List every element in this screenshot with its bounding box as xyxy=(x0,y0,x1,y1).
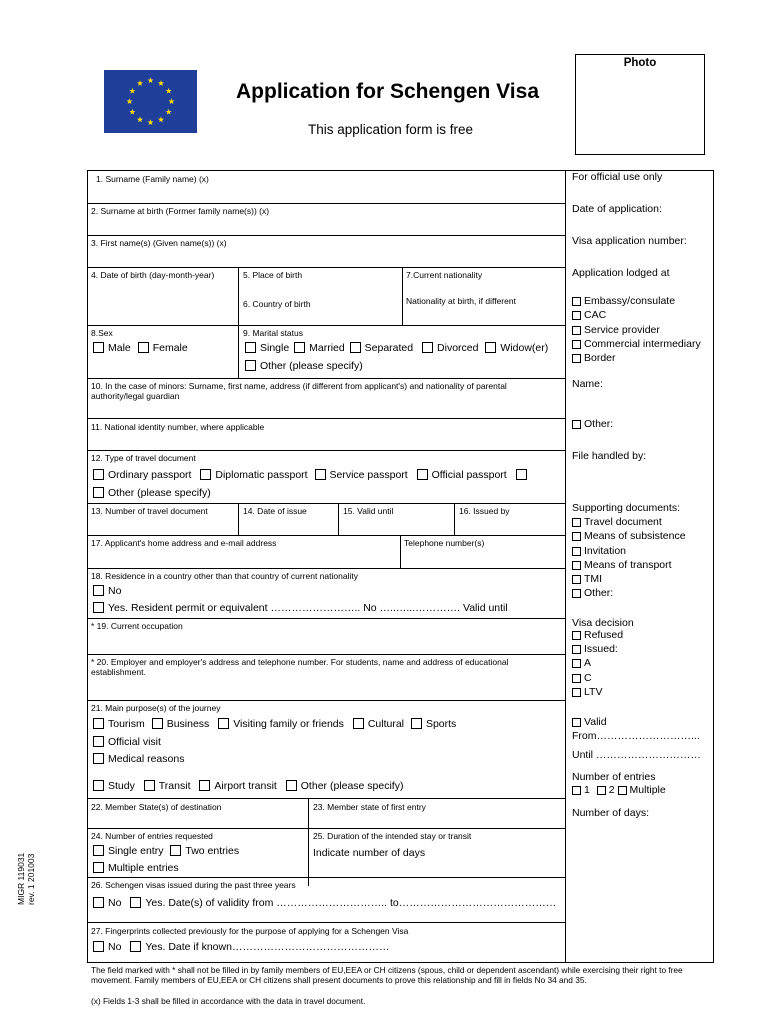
valid-checkbox[interactable] xyxy=(572,718,581,727)
photo-label: Photo xyxy=(623,57,657,69)
visas-no-label: No xyxy=(108,897,122,909)
entry-1-label: 1 xyxy=(584,784,590,796)
star-icon xyxy=(158,80,164,86)
lodged-embassy xyxy=(572,295,675,308)
row-divider xyxy=(88,378,565,379)
application-form xyxy=(87,170,714,963)
multiple-entries-checkbox[interactable] xyxy=(93,862,104,873)
field-15-label: 15. Valid until xyxy=(343,506,394,516)
other-1-checkbox[interactable] xyxy=(572,420,581,429)
border-checkbox[interactable] xyxy=(572,354,581,363)
eu-stars-icon xyxy=(104,70,197,133)
form-code xyxy=(16,853,36,905)
star-icon xyxy=(147,119,153,125)
col-divider xyxy=(238,503,239,535)
entry-2-label: 2 xyxy=(608,784,615,796)
page-subtitle: This application form is free xyxy=(308,122,474,137)
sports-label: Sports xyxy=(425,718,457,730)
decision-issued xyxy=(572,643,618,656)
single-entry-label: Single entry xyxy=(108,845,164,857)
c-checkbox[interactable] xyxy=(572,674,581,683)
row-divider xyxy=(88,828,565,829)
purpose-other-label: Other (please specify) xyxy=(300,780,404,792)
support-travel-doc xyxy=(572,516,662,529)
subsistence-checkbox[interactable] xyxy=(572,532,581,541)
c-label: C xyxy=(584,672,592,684)
two-entries-checkbox[interactable] xyxy=(170,845,181,856)
valid-until: Until ………………………… xyxy=(572,749,701,761)
tmi-label: TMI xyxy=(584,573,603,585)
field-9-label: 9. Marital status xyxy=(243,328,303,338)
transit-checkbox[interactable] xyxy=(144,780,155,791)
field-3-label: 3. First name(s) (Given name(s)) (x) xyxy=(91,238,227,248)
residence-no-checkbox[interactable] xyxy=(93,585,104,596)
other-2-checkbox[interactable] xyxy=(572,589,581,598)
marital-other-checkbox[interactable] xyxy=(245,360,256,371)
support-other xyxy=(572,587,613,600)
other-1-label: Other: xyxy=(584,418,614,430)
col-divider xyxy=(338,503,339,535)
ordinary-passport-label: Ordinary passport xyxy=(108,469,192,481)
field-4-label: 4. Date of birth (day-month-year) xyxy=(91,270,215,280)
support-tmi xyxy=(572,573,602,586)
ordinary-passport-checkbox[interactable] xyxy=(93,469,104,480)
entries-options xyxy=(93,845,239,858)
row-divider xyxy=(88,235,565,236)
embassy-label: Embassy/consulate xyxy=(584,295,676,307)
form-code-line-2: rev. 1 201003 xyxy=(26,853,36,905)
married-label: Married xyxy=(309,342,345,354)
field-14-label: 14. Date of issue xyxy=(243,506,307,516)
separated-checkbox[interactable] xyxy=(350,342,361,353)
invitation-checkbox[interactable] xyxy=(572,547,581,556)
divorced-checkbox[interactable] xyxy=(422,342,433,353)
decision-ltv xyxy=(572,686,602,699)
official-visit-checkbox[interactable] xyxy=(93,736,104,747)
official-visit-label: Official visit xyxy=(108,736,161,748)
form-code-line-1: MIGR 119031 xyxy=(16,852,26,905)
travel-doc-label: Travel document xyxy=(584,516,662,528)
lodged-provider xyxy=(572,324,660,337)
entries-options-official xyxy=(572,784,666,797)
male-checkbox[interactable] xyxy=(93,342,104,353)
official-passport-label: Official passport xyxy=(431,469,507,481)
doc-other-label: Other (please specify) xyxy=(108,487,211,499)
border-label: Border xyxy=(584,352,616,364)
official-divider xyxy=(565,171,566,962)
residence-yes xyxy=(93,602,508,615)
field-27-label: 27. Fingerprints collected previously for the purpose of applying for a Schengen Visa xyxy=(91,926,409,936)
field-18-label: 18. Residence in a country other than that country of current nationality xyxy=(91,571,358,581)
field-11-label: 11. National identity number, where applicable xyxy=(91,422,265,432)
visas-no-checkbox[interactable] xyxy=(93,897,104,908)
field-1-label: 1. Surname (Family name) (x) xyxy=(96,174,209,184)
footer-note-2: (x) Fields 1-3 shall be filled in accordance with the data in travel document. xyxy=(91,996,366,1006)
diplomatic-passport-checkbox[interactable] xyxy=(200,469,211,480)
row-divider xyxy=(88,267,565,268)
cac-label: CAC xyxy=(584,309,607,321)
visiting-checkbox[interactable] xyxy=(218,718,229,729)
cultural-checkbox[interactable] xyxy=(353,718,364,729)
study-checkbox[interactable] xyxy=(93,780,104,791)
lodged-cac xyxy=(572,309,606,322)
field-13-label: 13. Number of travel document xyxy=(91,506,208,516)
field-17-label: 17. Applicant's home address and e-mail address xyxy=(91,538,277,548)
business-label: Business xyxy=(166,718,210,730)
field-21-label: 21. Main purpose(s) of the journey xyxy=(91,703,221,713)
star-icon xyxy=(129,109,135,115)
commercial-checkbox[interactable] xyxy=(572,340,581,349)
refused-checkbox[interactable] xyxy=(572,631,581,640)
provider-checkbox[interactable] xyxy=(572,326,581,335)
issued-label: Issued: xyxy=(584,643,618,655)
transport-label: Means of transport xyxy=(584,559,672,571)
decision-c xyxy=(572,672,592,685)
row-divider xyxy=(88,618,565,619)
entry-2-checkbox[interactable] xyxy=(597,786,606,795)
lodged-commercial xyxy=(572,338,701,351)
official-other-1 xyxy=(572,418,613,431)
residence-yes-label: Yes. Resident permit or equivalent …………………….. No …..…...…………. Valid until xyxy=(108,602,508,614)
col-divider xyxy=(454,503,455,535)
cultural-label: Cultural xyxy=(367,718,405,730)
refused-label: Refused xyxy=(584,629,624,641)
visas-options xyxy=(93,897,556,910)
field-8-label: 8.Sex xyxy=(91,328,113,338)
study-label: Study xyxy=(108,780,135,792)
official-passport-checkbox[interactable] xyxy=(417,469,428,480)
sex-options xyxy=(93,342,188,355)
ltv-label: LTV xyxy=(584,686,603,698)
issued-checkbox[interactable] xyxy=(572,645,581,654)
decision-refused xyxy=(572,629,623,642)
service-passport-checkbox[interactable] xyxy=(315,469,326,480)
support-transport xyxy=(572,559,672,572)
footer-note-1: The field marked with * shall not be filled in by family members of EU,EEA or CH citizens (spous, child or dependent ascendant) while exercising their right to free movement. Family members of EU,EEA or CH citizens shall present documents to prove this relationship and fill in fields No 34 and 35. xyxy=(91,965,683,985)
field-6-label: 6. Country of birth xyxy=(243,299,311,309)
field-19-label: * 19. Current occupation xyxy=(91,621,183,631)
field-20-label: * 20. Employer and employer's address and telephone number. For students, name and address of educational establishment. xyxy=(91,657,509,677)
provider-label: Service provider xyxy=(584,324,660,336)
separated-label: Separated xyxy=(364,342,414,354)
a-label: A xyxy=(584,657,592,669)
star-icon xyxy=(168,98,174,104)
field-7-label: 7.Current nationality xyxy=(406,270,483,280)
photo-box[interactable] xyxy=(575,54,705,155)
official-days: Number of days: xyxy=(572,807,650,819)
row-divider xyxy=(88,798,565,799)
field-25-sub: Indicate number of days xyxy=(313,847,426,859)
field-2-label: 2. Surname at birth (Former family name(s)) (x) xyxy=(91,206,270,216)
extra-passport-checkbox[interactable] xyxy=(516,469,527,480)
row-divider xyxy=(88,535,565,536)
lodged-border xyxy=(572,352,616,365)
female-label: Female xyxy=(152,342,188,354)
star-icon xyxy=(126,98,132,104)
col-divider xyxy=(308,798,309,886)
row-divider xyxy=(88,700,565,701)
single-label: Single xyxy=(260,342,290,354)
col-divider xyxy=(238,267,239,325)
decision-a xyxy=(572,657,591,670)
entries-multiple xyxy=(93,862,179,875)
subsistence-label: Means of subsistence xyxy=(584,530,686,542)
col-divider xyxy=(400,535,401,568)
field-24-label: 24. Number of entries requested xyxy=(91,831,213,841)
doc-type-options xyxy=(93,469,531,482)
a-checkbox[interactable] xyxy=(572,659,581,668)
residence-no xyxy=(93,585,121,598)
two-entries-label: Two entries xyxy=(185,845,240,857)
airport-transit-label: Airport transit xyxy=(214,780,277,792)
row-divider xyxy=(88,922,565,923)
married-checkbox[interactable] xyxy=(294,342,305,353)
entry-1-checkbox[interactable] xyxy=(572,786,581,795)
transport-checkbox[interactable] xyxy=(572,561,581,570)
tmi-checkbox[interactable] xyxy=(572,575,581,584)
widow-checkbox[interactable] xyxy=(485,342,496,353)
tourism-checkbox[interactable] xyxy=(93,718,104,729)
cac-checkbox[interactable] xyxy=(572,311,581,320)
purpose-options-1 xyxy=(93,718,456,731)
residence-no-label: No xyxy=(108,585,122,597)
multiple-entries-label: Multiple entries xyxy=(108,862,179,874)
medical-label: Medical reasons xyxy=(108,753,185,765)
field-22-label: 22. Member State(s) of destination xyxy=(91,802,222,812)
transit-label: Transit xyxy=(158,780,191,792)
official-handled-by: File handled by: xyxy=(572,450,647,462)
row-divider xyxy=(88,568,565,569)
official-heading: For official use only xyxy=(572,171,663,183)
official-date-application: Date of application: xyxy=(572,203,662,215)
star-icon xyxy=(147,77,153,83)
ltv-checkbox[interactable] xyxy=(572,688,581,697)
fingerprints-yes-checkbox[interactable] xyxy=(130,941,141,952)
fingerprints-yes-label: Yes. Date if known……………………………………… xyxy=(145,941,390,953)
star-icon xyxy=(166,88,172,94)
star-icon xyxy=(137,116,143,122)
official-entries: Number of entries xyxy=(572,771,656,783)
business-checkbox[interactable] xyxy=(152,718,163,729)
invitation-label: Invitation xyxy=(584,545,627,557)
official-lodged-at: Application lodged at xyxy=(572,267,670,279)
fingerprints-no-checkbox[interactable] xyxy=(93,941,104,952)
official-name: Name: xyxy=(572,378,603,390)
widow-label: Widow(er) xyxy=(500,342,549,354)
purpose-options-2 xyxy=(93,780,403,793)
row-divider xyxy=(88,503,565,504)
fingerprints-options xyxy=(93,941,389,954)
row-divider xyxy=(88,654,565,655)
field-7b-label: Nationality at birth, if different xyxy=(406,296,516,306)
row-divider xyxy=(88,450,565,451)
service-passport-label: Service passport xyxy=(329,469,408,481)
embassy-checkbox[interactable] xyxy=(572,297,581,306)
single-entry-checkbox[interactable] xyxy=(93,845,104,856)
support-subsistence xyxy=(572,530,686,543)
col-divider xyxy=(402,267,403,325)
diplomatic-passport-label: Diplomatic passport xyxy=(215,469,308,481)
valid-label: Valid xyxy=(584,716,607,728)
official-decision: Visa decision xyxy=(572,617,634,629)
residence-yes-checkbox[interactable] xyxy=(93,602,104,613)
visas-yes-label: Yes. Date(s) of validity from ………………………….. to……………………………………… xyxy=(145,897,557,909)
entry-multiple-checkbox[interactable] xyxy=(618,786,627,795)
row-divider xyxy=(88,877,565,878)
official-supporting: Supporting documents: xyxy=(572,502,680,514)
field-26-label: 26. Schengen visas issued during the past three years xyxy=(91,880,296,890)
entry-multiple-label: Multiple xyxy=(629,784,666,796)
fingerprints-no-label: No xyxy=(108,941,122,953)
field-10-label: 10. In the case of minors: Surname, first name, address (if different from applicant's) and nationality of parental authority/legal guardian xyxy=(91,381,507,401)
field-16-label: 16. Issued by xyxy=(459,506,510,516)
doc-type-other xyxy=(93,487,211,500)
visiting-label: Visiting family or friends xyxy=(233,718,344,730)
other-2-label: Other: xyxy=(584,587,614,599)
purpose-medical xyxy=(93,753,184,766)
medical-checkbox[interactable] xyxy=(93,753,104,764)
female-checkbox[interactable] xyxy=(138,342,149,353)
row-divider xyxy=(88,203,565,204)
row-divider xyxy=(88,418,565,419)
purpose-other-checkbox[interactable] xyxy=(286,780,297,791)
visas-yes-checkbox[interactable] xyxy=(130,897,141,908)
page-title: Application for Schengen Visa xyxy=(236,80,540,103)
single-checkbox[interactable] xyxy=(245,342,256,353)
star-icon xyxy=(166,109,172,115)
star-icon xyxy=(137,80,143,86)
field-5-label: 5. Place of birth xyxy=(243,270,303,280)
eu-flag-icon xyxy=(104,70,197,133)
marital-other-label: Other (please specify) xyxy=(260,360,363,372)
marital-other xyxy=(245,360,363,373)
field-17-phone-label: Telephone number(s) xyxy=(404,538,485,548)
male-label: Male xyxy=(108,342,131,354)
star-icon xyxy=(129,88,135,94)
field-25-label: 25. Duration of the intended stay or transit xyxy=(313,831,472,841)
row-divider xyxy=(88,325,565,326)
tourism-label: Tourism xyxy=(108,718,145,730)
support-invitation xyxy=(572,545,626,558)
field-23-label: 23. Member state of first entry xyxy=(313,802,426,812)
divorced-label: Divorced xyxy=(437,342,479,354)
purpose-official xyxy=(93,736,161,749)
col-divider xyxy=(238,325,239,378)
decision-valid xyxy=(572,716,607,729)
star-icon xyxy=(158,116,164,122)
official-visa-number: Visa application number: xyxy=(572,235,687,247)
travel-doc-checkbox[interactable] xyxy=(572,518,581,527)
sports-checkbox[interactable] xyxy=(411,718,422,729)
doc-other-checkbox[interactable] xyxy=(93,487,104,498)
field-12-label: 12. Type of travel document xyxy=(91,453,196,463)
airport-transit-checkbox[interactable] xyxy=(199,780,210,791)
commercial-label: Commercial intermediary xyxy=(584,338,701,350)
valid-from: From………………………... xyxy=(572,730,700,742)
marital-options xyxy=(245,342,548,355)
